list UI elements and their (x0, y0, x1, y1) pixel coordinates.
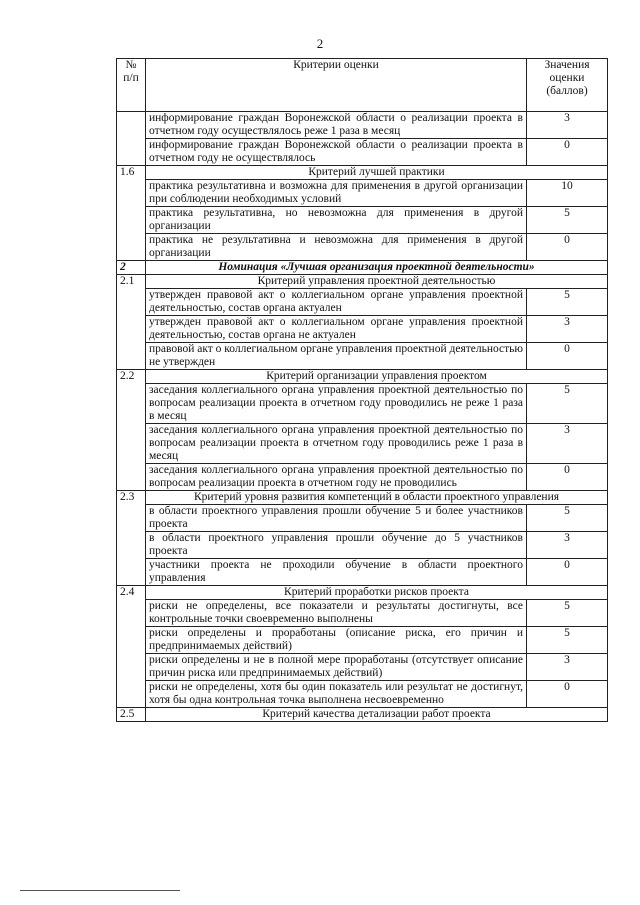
row-number (117, 112, 146, 166)
table-row (117, 207, 608, 234)
nomination-row (117, 261, 608, 275)
table-row (117, 316, 608, 343)
score-value: 5 (527, 207, 608, 234)
table-body (117, 112, 608, 722)
row-number: 2.3 (117, 491, 146, 586)
section-title: Критерий лучшей практики (146, 166, 608, 180)
table-row (117, 424, 608, 464)
section-row (117, 586, 608, 600)
score-value: 5 (527, 505, 608, 532)
score-value: 0 (527, 139, 608, 166)
criterion-text: участники проекта не проходили обучение в области проектного управления (146, 559, 527, 586)
criterion-text: в области проектного управления прошли обучение до 5 участников проекта (146, 532, 527, 559)
criterion-text: риски не определены, все показатели и результаты достигнуты, все контрольные точки своевременно выполнены (146, 600, 527, 627)
score-value: 0 (527, 681, 608, 708)
table-row (117, 627, 608, 654)
score-value: 3 (527, 424, 608, 464)
section-row (117, 491, 608, 505)
table-row (117, 180, 608, 207)
nomination-title: Номинация «Лучшая организация проектной деятельности» (146, 261, 608, 275)
criterion-text: риски определены и не в полной мере проработаны (отсутствует описание причин риска или предпринимаемых действий) (146, 654, 527, 681)
section-title: Критерий проработки рисков проекта (146, 586, 608, 600)
score-value: 5 (527, 627, 608, 654)
score-value: 0 (527, 559, 608, 586)
table-row (117, 654, 608, 681)
table-row (117, 559, 608, 586)
row-number: 2.2 (117, 370, 146, 491)
table-row (117, 112, 608, 139)
criterion-text: заседания коллегиального органа управления проектной деятельностью по вопросам реализации проекта в отчетном году не проводились (146, 464, 527, 491)
table-row (117, 139, 608, 166)
criterion-text: информирование граждан Воронежской области о реализации проекта в отчетном году не осуществлялось (146, 139, 527, 166)
section-title: Критерий качества детализации работ проекта (146, 708, 608, 722)
criterion-text: практика результативна, но невозможна для применения в другой организации (146, 207, 527, 234)
score-value: 5 (527, 600, 608, 627)
table-row (117, 681, 608, 708)
footnote-divider (20, 890, 180, 891)
section-row (117, 370, 608, 384)
table-row (117, 289, 608, 316)
criterion-text: заседания коллегиального органа управления проектной деятельностью по вопросам реализации проекта в отчетном году проводились не реже 1 раза в месяц (146, 384, 527, 424)
score-value: 0 (527, 464, 608, 491)
criterion-text: риски определены и проработаны (описание риска, его причин и предпринимаемых действий) (146, 627, 527, 654)
score-value: 0 (527, 234, 608, 261)
criterion-text: утвержден правовой акт о коллегиальном органе управления проектной деятельностью, состав органа не актуален (146, 316, 527, 343)
score-value: 3 (527, 112, 608, 139)
section-row (117, 708, 608, 722)
criterion-text: правовой акт о коллегиальном органе управления проектной деятельностью не утвержден (146, 343, 527, 370)
criterion-text: практика не результативна и невозможна для применения в другой организации (146, 234, 527, 261)
score-value: 5 (527, 289, 608, 316)
table-header-row (117, 59, 608, 112)
score-value: 0 (527, 343, 608, 370)
section-title: Критерий управления проектной деятельностью (146, 275, 608, 289)
criterion-text: заседания коллегиального органа управления проектной деятельностью по вопросам реализации проекта в отчетном году проводились реже 1 раза в месяц (146, 424, 527, 464)
table-row (117, 600, 608, 627)
row-number: 2.1 (117, 275, 146, 370)
section-row (117, 166, 608, 180)
table-row (117, 384, 608, 424)
score-value: 3 (527, 316, 608, 343)
page-number: 2 (316, 36, 324, 51)
header-number: № п/п (117, 59, 146, 112)
criteria-table (116, 58, 608, 722)
score-value: 3 (527, 532, 608, 559)
table-row (117, 234, 608, 261)
score-value: 5 (527, 384, 608, 424)
table-row (117, 343, 608, 370)
score-value: 10 (527, 180, 608, 207)
criterion-text: практика результативна и возможна для применения в другой организации при соблюдении необходимых условий (146, 180, 527, 207)
row-number: 2.4 (117, 586, 146, 708)
criterion-text: утвержден правовой акт о коллегиальном органе управления проектной деятельностью, состав органа актуален (146, 289, 527, 316)
section-row (117, 275, 608, 289)
section-title: Критерий уровня развития компетенций в области проектного управления (146, 491, 608, 505)
header-criteria: Критерии оценки (146, 59, 527, 112)
criterion-text: риски не определены, хотя бы один показатель или результат не достигнут, хотя бы одна контрольная точка выполнена несвоевременно (146, 681, 527, 708)
score-value: 3 (527, 654, 608, 681)
row-number: 2 (117, 261, 146, 275)
row-number: 1.6 (117, 166, 146, 261)
table-row (117, 464, 608, 491)
criterion-text: в области проектного управления прошли обучение 5 и более участников проекта (146, 505, 527, 532)
section-title: Критерий организации управления проектом (146, 370, 608, 384)
table-row (117, 532, 608, 559)
table-row (117, 505, 608, 532)
header-value: Значения оценки (баллов) (527, 59, 608, 112)
row-number: 2.5 (117, 708, 146, 722)
criterion-text: информирование граждан Воронежской области о реализации проекта в отчетном году осуществлялось реже 1 раза в месяц (146, 112, 527, 139)
